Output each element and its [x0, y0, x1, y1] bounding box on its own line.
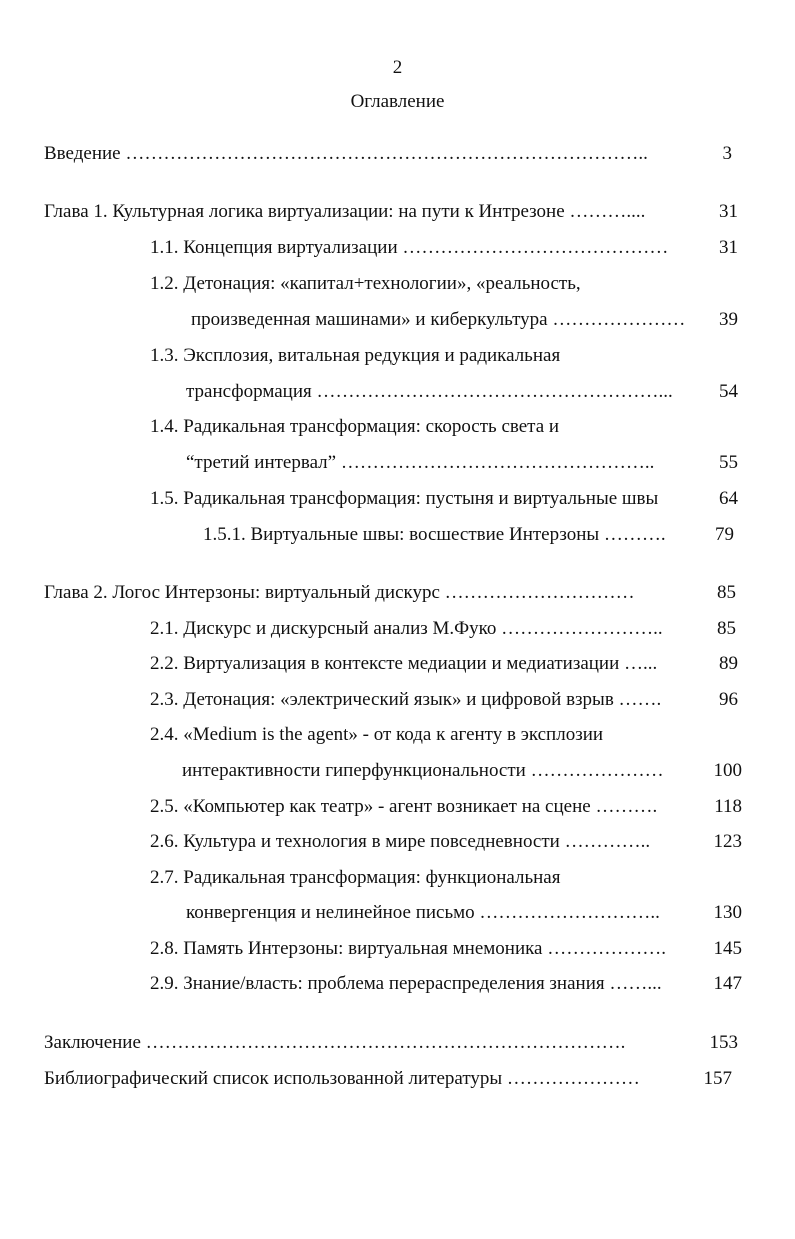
toc-2-2-page: 89	[719, 653, 738, 674]
toc-2-1-label: 2.1. Дискурс и дискурсный анализ М.Фуко ……………………..	[150, 618, 663, 639]
page-number: 2	[392, 57, 403, 78]
toc-2-8-label: 2.8. Память Интерзоны: виртуальная мнемоника ……………….	[150, 938, 666, 959]
toc-2-7-label-line1: 2.7. Радикальная трансформация: функциональная	[150, 867, 561, 888]
toc-1-2-label-line2: произведенная машинами» и киберкультура …………………	[191, 309, 686, 330]
toc-1-4-label-line2: “третий интервал” …………………………………………..	[186, 452, 655, 473]
toc-1-3-page: 54	[719, 381, 738, 402]
toc-2-6-label: 2.6. Культура и технология в мире повседневности …………..	[150, 831, 651, 852]
toc-1-1-page: 31	[719, 237, 738, 258]
toc-2-1-page: 85	[717, 618, 736, 639]
toc-chapter1-title: Глава 1. Культурная логика виртуализации: на пути к Интрезоне ………....	[44, 201, 646, 222]
toc-2-4-label-line1: 2.4. «Medium is the agent» - от кода к агенту в эксплозии	[150, 724, 604, 745]
toc-intro-page: 3	[722, 143, 732, 164]
toc-2-4-page: 100	[713, 760, 742, 781]
toc-1-4-label-line1: 1.4. Радикальная трансформация: скорость света и	[150, 416, 560, 437]
toc-1-5-1-label: 1.5.1. Виртуальные швы: восшествие Интерзоны ……….	[203, 524, 666, 545]
toc-2-9-page: 147	[713, 973, 742, 994]
toc-2-6-page: 123	[713, 831, 742, 852]
toc-2-5-label: 2.5. «Компьютер как театр» - агент возникает на сцене ……….	[150, 796, 658, 817]
toc-intro-label: Введение ………………………………………………………………………..	[44, 143, 648, 164]
toc-2-2-label: 2.2. Виртуализация в контексте медиации и медиатизации …...	[150, 653, 658, 674]
toc-2-8-page: 145	[713, 938, 742, 959]
toc-2-3-label: 2.3. Детонация: «электрический язык» и цифровой взрыв …….	[150, 689, 662, 710]
toc-1-5-label: 1.5. Радикальная трансформация: пустыня и виртуальные швы	[150, 488, 659, 509]
toc-2-5-page: 118	[714, 796, 742, 817]
toc-2-4-label-line2: интерактивности гиперфункциональности …………………	[182, 760, 664, 781]
toc-1-3-label-line2: трансформация ………………………………………………...	[186, 381, 673, 402]
toc-2-7-label-line2: конвергенция и нелинейное письмо ………………………..	[186, 902, 660, 923]
toc-conclusion-page: 153	[709, 1032, 738, 1053]
toc-chapter2-page: 85	[717, 582, 736, 603]
toc-chapter1-page: 31	[719, 201, 738, 222]
toc-1-5-page: 64	[719, 488, 738, 509]
toc-bibliography-page: 157	[703, 1068, 732, 1089]
toc-conclusion-label: Заключение ………………………………………………………………….	[44, 1032, 626, 1053]
toc-1-2-label-line1: 1.2. Детонация: «капитал+технологии», «реальность,	[150, 273, 581, 294]
toc-2-3-page: 96	[719, 689, 738, 710]
toc-2-7-page: 130	[713, 902, 742, 923]
toc-1-2-page: 39	[719, 309, 738, 330]
toc-1-5-1-page: 79	[715, 524, 734, 545]
toc-1-3-label-line1: 1.3. Эксплозия, витальная редукция и радикальная	[150, 345, 561, 366]
toc-chapter2-title: Глава 2. Логос Интерзоны: виртуальный дискурс …………………………	[44, 582, 635, 603]
toc-1-1-label: 1.1. Концепция виртуализации ……………………………………	[150, 237, 669, 258]
toc-1-4-page: 55	[719, 452, 738, 473]
page-title: Оглавление	[350, 91, 445, 112]
toc-2-9-label: 2.9. Знание/власть: проблема перераспределения знания ……...	[150, 973, 662, 994]
toc-bibliography-label: Библиографический список использованной литературы …………………	[44, 1068, 640, 1089]
